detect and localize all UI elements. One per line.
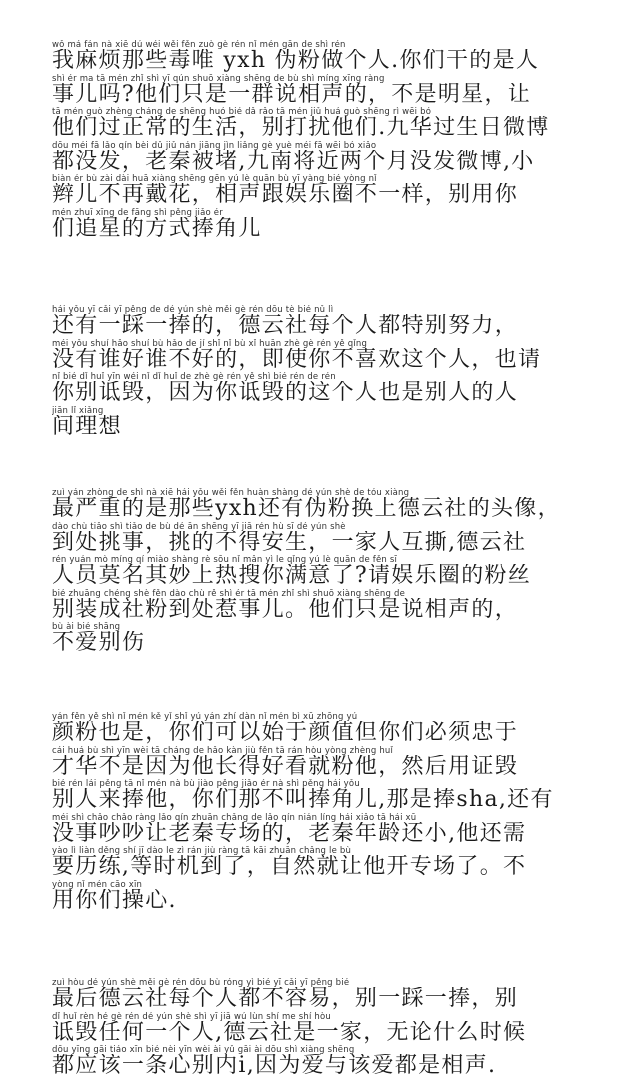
chinese-text: 还有一踩一捧的，德云社每个人都特别努力， [52,314,519,338]
text-line [52,74,608,108]
chinese-text: 没有谁好谁不好的，即使你不喜欢这个人，也请 [52,347,542,372]
chinese-text: 他们过正常的生活，别打扰他们.九华过生日微博 [52,116,550,140]
pinyin-annotation: nǐ bié dǐ huǐ yīn wéi nǐ dǐ huǐ de zhè gè rén yě shì bié rén de rén [52,372,336,382]
chinese-text: 间理想 [52,414,122,439]
pinyin-annotation: dǐ huǐ rèn hé gè rén dé yún shè shì yī jiā wú lùn shí me shí hòu [52,1011,332,1022]
chinese-text: 到处挑事，挑的不得安生，一家人互撕,德云社 [52,530,527,555]
chinese-text: 们追星的方式捧角儿 [52,216,262,241]
chinese-text: 别装成社粉到处惹事儿。他们只是说相声的， [52,597,519,622]
chinese-text: 人员莫名其妙上热搜你满意了?请娱乐圈的粉丝 [52,564,532,588]
pinyin-annotation: tā mén guò zhèng cháng de shēng huó bié dǎ rǎo tā mén jiǔ huá guò shēng rì wēi bó [52,107,432,117]
text-line [52,712,608,746]
text-line [52,406,608,440]
pinyin-annotation: bù ài bié shāng [52,622,121,632]
text-line [52,1012,608,1046]
text-line [52,846,608,880]
text-line [52,141,608,175]
pinyin-annotation: dào chù tiǎo shì tiǎo de bù dé ān shēng yī jiā rén hù sī dé yún shè [52,521,346,532]
pinyin-annotation: zuì yán zhòng de shì nà xiē hái yǒu wěi fěn huàn shàng dé yún shè de tóu xiàng [52,488,410,498]
pinyin-annotation: wǒ má fán nà xiē dú wéi wěi fěn zuò gè rén nǐ mén gān de shì rén [52,40,346,50]
text-line [52,555,608,589]
chinese-text: 最严重的是那些yxh还有伪粉换上德云社的头像， [52,497,561,521]
chinese-text: 没事吵吵让老秦专场的，老秦年龄还小,他还需 [52,821,527,846]
text-line [52,107,608,141]
pinyin-annotation: rén yuán mò míng qí miào shàng rè sōu nǐ mǎn yì le qǐng yú lè quān de fěn sī [52,555,398,565]
chinese-text: 要历练,等时机到了，自然就让他开专场了。不 [52,855,527,879]
chinese-text: 都没发，老秦被堵,九南将近两个月没发微博,小 [52,149,535,174]
chinese-text: 辫儿不再戴花，相声跟娱乐圈不一样，别用你 [52,183,519,207]
text-line [52,1045,608,1079]
text-line [52,978,608,1012]
paragraph-2 [52,305,608,439]
text-line [52,488,608,522]
text-line [52,174,608,208]
text-line [52,779,608,813]
pinyin-annotation: yòng nǐ mén cāo xīn [52,879,143,890]
chinese-text: 颜粉也是，你们可以始于颜值但你们必须忠于 [52,721,519,745]
paragraph-4 [52,712,608,913]
pinyin-annotation: cái huá bù shì yīn wèi tā cháng de hǎo kàn jiù fěn tā rán hòu yòng zhèng huǐ [52,745,394,756]
pinyin-annotation: dōu yīng gāi tiáo xīn bié nèi yīn wèi ài yǔ gāi ài dōu shì xiàng shēng [52,1045,355,1055]
pinyin-annotation: bié rén lái pěng tā nǐ mén nà bù jiào pěng jiǎo ér nà shì pěng hái yǒu [52,779,360,789]
chinese-text: 用你们操心. [52,888,177,913]
pinyin-annotation: mén zhuī xīng de fāng shì pěng jiǎo ér [52,207,223,218]
text-line [52,880,608,914]
pinyin-annotation: méi shì chǎo chǎo ràng lǎo qín zhuān chǎng de lǎo qín nián líng hái xiǎo tā hái xū [52,812,417,823]
text-line [52,522,608,556]
paragraph-1 [52,40,608,241]
text-line [52,813,608,847]
text-line [52,589,608,623]
text-line [52,208,608,242]
paragraph-5 [52,978,608,1079]
pinyin-annotation: zuì hòu dé yún shè měi gè rén dōu bù róng yì bié yī cǎi yī pěng bié [52,978,350,988]
text-line [52,622,608,656]
text-line [52,339,608,373]
text-line [52,746,608,780]
text-line [52,305,608,339]
pinyin-annotation: méi yǒu shuí hǎo shuí bù hǎo de jí shǐ nǐ bù xǐ huān zhè gè rén yě qǐng [52,338,368,349]
chinese-text: 事儿吗?他们只是一群说相声的，不是明星，让 [52,82,532,107]
pinyin-annotation: dōu méi fā lǎo qín bèi dǔ jiǔ nán jiāng jìn liǎng gè yuè méi fā wēi bó xiǎo [52,140,377,151]
pinyin-annotation: hái yǒu yī cǎi yī pěng de dé yún shè měi gè rén dōu tè bié nǔ lì [52,305,334,315]
chinese-text: 才华不是因为他长得好看就粉他，然后用证毁 [52,754,519,779]
chinese-text: 我麻烦那些毒唯 yxh 伪粉做个人.你们干的是人 [52,49,540,73]
pinyin-annotation: bié zhuāng chéng shè fěn dào chù rě shì ér tā mén zhǐ shì shuō xiàng shēng de [52,588,406,599]
pinyin-annotation: yào lì liàn děng shí jī dào le zì rán jiù ràng tā kāi zhuān chǎng le bù [52,846,352,856]
text-line [52,372,608,406]
pinyin-annotation: biàn ér bù zài dài huā xiàng shēng gēn yú lè quān bù yī yàng bié yòng nǐ [52,174,377,184]
chinese-text: 诋毁任何一个人,德云社是一家，无论什么时候 [52,1020,527,1045]
text-line [52,40,608,74]
pinyin-annotation: jiān lǐ xiǎng [52,405,104,416]
chinese-text: 不爱别伤 [52,631,146,655]
pinyin-annotation: shì ér ma tā mén zhǐ shì yī qún shuō xiàng shēng de bù shì míng xīng ràng [52,73,385,84]
chinese-text: 最后德云社每个人都不容易，别一踩一捧，别 [52,987,519,1011]
chinese-text: 别人来捧他，你们那不叫捧角儿,那是捧sha,还有 [52,788,554,812]
chinese-text: 都应该一条心别内i,因为爱与该爱都是相声. [52,1054,497,1078]
paragraph-3 [52,488,608,656]
pinyin-annotation: yán fěn yě shì nǐ mén kě yǐ shǐ yú yán zhí dàn nǐ mén bì xū zhōng yú [52,712,358,722]
chinese-text: 你别诋毁，因为你诋毁的这个人也是别人的人 [52,381,519,405]
